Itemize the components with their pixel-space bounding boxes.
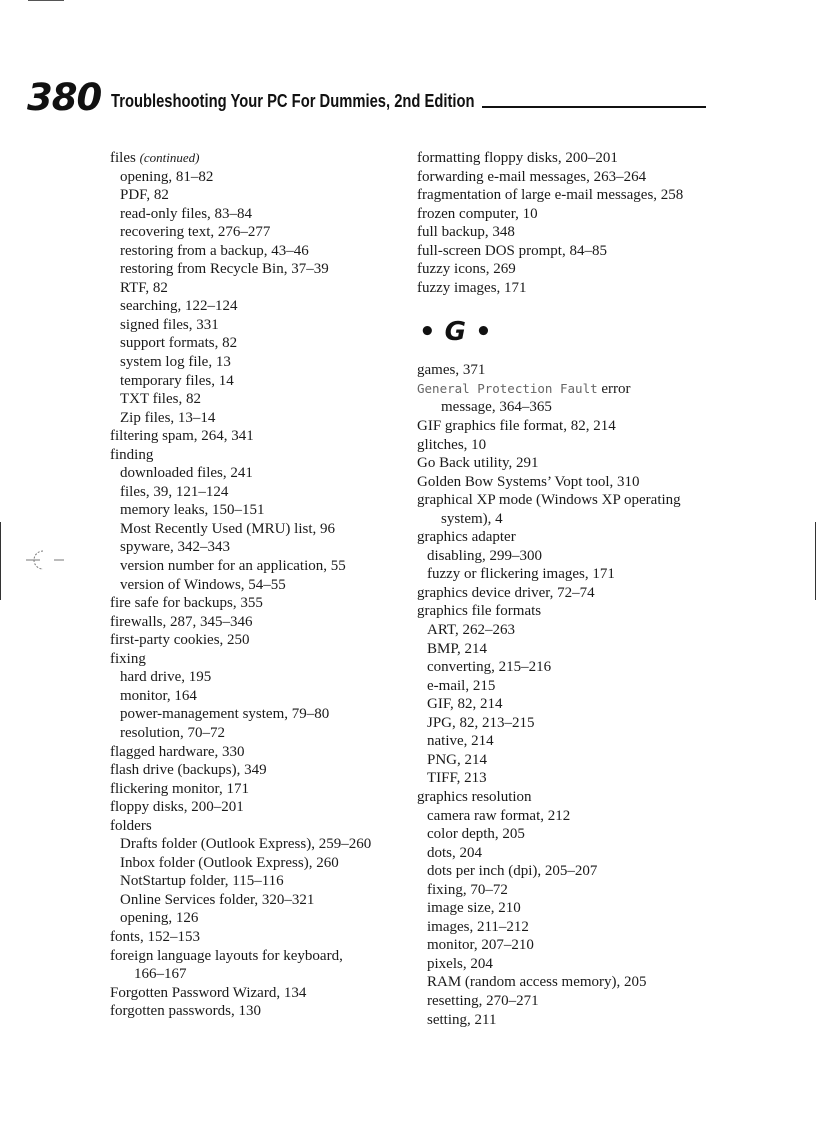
entry-text: Go Back utility, 291 [417, 455, 539, 472]
entry-text: Forgotten Password Wizard, 134 [110, 984, 307, 1001]
entry-text: JPG, 82, 213–215 [427, 714, 535, 731]
index-subentry [110, 260, 410, 279]
index-entry [417, 417, 713, 436]
index-entry [110, 427, 410, 446]
index-subentry [110, 186, 410, 205]
index-entry [417, 788, 713, 807]
entry-text: RTF, 82 [120, 279, 168, 296]
entry-text: fixing, 70–72 [427, 881, 508, 898]
entry-text: version number for an application, 55 [120, 558, 346, 575]
registration-mark-icon [26, 548, 66, 572]
entry-text: GIF graphics file format, 82, 214 [417, 418, 616, 435]
entry-text: monitor, 207–210 [427, 937, 534, 954]
index-entry [110, 446, 410, 465]
index-subentry [110, 687, 410, 706]
index-subentry [417, 973, 713, 992]
index-entry [417, 380, 713, 399]
entry-text: message, 364–365 [441, 399, 552, 416]
entry-text: disabling, 299–300 [427, 547, 542, 564]
entry-text: opening, 126 [120, 910, 199, 927]
index-entry [110, 631, 410, 650]
entry-text: games, 371 [417, 362, 486, 379]
entry-text: glitches, 10 [417, 436, 487, 453]
index-subentry [417, 732, 713, 751]
index-entry [110, 947, 410, 966]
index-subentry [110, 316, 410, 335]
entry-text: PDF, 82 [120, 187, 169, 204]
entry-text: power-management system, 79–80 [120, 706, 330, 723]
index-entry [417, 491, 713, 510]
index-entry [110, 1002, 410, 1021]
index-subentry [110, 835, 410, 854]
index-subentry [110, 205, 410, 224]
entry-text: Inbox folder (Outlook Express), 260 [120, 854, 339, 871]
index-subentry [417, 862, 713, 881]
index-subentry [110, 668, 410, 687]
entry-text: fragmentation of large e-mail messages, 258 [417, 187, 684, 204]
index-entry [417, 149, 713, 168]
index-entry [417, 584, 713, 603]
index-subentry [417, 1011, 713, 1030]
index-subentry [110, 724, 410, 743]
entry-text: native, 214 [427, 733, 494, 750]
entry-text: finding [110, 446, 154, 463]
index-subentry [110, 557, 410, 576]
index-entry [417, 260, 713, 279]
continued-label: (continued) [139, 150, 200, 165]
index-subentry [110, 483, 410, 502]
index-subentry [417, 677, 713, 696]
index-subentry [110, 576, 410, 595]
entry-text: formatting floppy disks, 200–201 [417, 150, 618, 166]
entry-text: Golden Bow Systems’ Vopt tool, 310 [417, 473, 640, 490]
index-entry [417, 205, 713, 224]
entry-text: fonts, 152–153 [110, 928, 200, 945]
entry-text: graphical XP mode (Windows XP operating [417, 492, 681, 509]
index-entry [110, 798, 410, 817]
index-entry [417, 223, 713, 242]
section-letter-heading: • G • [419, 317, 492, 348]
index-subentry [110, 242, 410, 261]
index-subentry [110, 872, 410, 891]
index-entry [417, 361, 713, 380]
entry-text: support formats, 82 [120, 335, 238, 352]
index-subentry [110, 168, 410, 187]
index-subentry [110, 279, 410, 298]
entry-text: flash drive (backups), 349 [110, 762, 267, 779]
index-subentry [417, 844, 713, 863]
entry-text: image size, 210 [427, 900, 521, 917]
index-entry [110, 984, 410, 1003]
index-entry [110, 149, 410, 168]
entry-text: graphics adapter [417, 529, 516, 546]
index-column-left [110, 149, 410, 1021]
entry-text: monitor, 164 [120, 687, 197, 704]
entry-text: resetting, 270–271 [427, 992, 539, 1009]
entry-text: full-screen DOS prompt, 84–85 [417, 242, 607, 259]
index-subentry [110, 538, 410, 557]
index-entry [417, 436, 713, 455]
index-group-g [417, 361, 713, 1029]
entry-text: fixing [110, 650, 146, 667]
entry-text: recovering text, 276–277 [120, 224, 271, 241]
index-entry [417, 168, 713, 187]
entry-text: Online Services folder, 320–321 [120, 891, 315, 908]
entry-text: downloaded files, 241 [120, 465, 253, 482]
index-subentry [417, 714, 713, 733]
index-column-right [417, 149, 713, 1029]
entry-text: converting, 215–216 [427, 659, 552, 676]
entry-text: graphics device driver, 72–74 [417, 584, 595, 601]
entry-text: PNG, 214 [427, 751, 488, 768]
index-subentry [110, 353, 410, 372]
entry-text: flagged hardware, 330 [110, 743, 245, 760]
entry-text: hard drive, 195 [120, 669, 212, 686]
running-head-rule [482, 106, 706, 108]
index-entry [110, 928, 410, 947]
index-subentry [110, 390, 410, 409]
entry-text: Drafts folder (Outlook Express), 259–260 [120, 836, 372, 853]
index-subentry [417, 825, 713, 844]
entry-text: forgotten passwords, 130 [110, 1003, 261, 1020]
entry-text: first-party cookies, 250 [110, 632, 250, 649]
index-subentry [417, 565, 713, 584]
entry-text: error [597, 380, 631, 397]
code-term: General Protection Fault [417, 380, 598, 396]
index-entry [417, 454, 713, 473]
entry-text: temporary files, 14 [120, 372, 234, 389]
entry-text: resolution, 70–72 [120, 724, 225, 741]
entry-text: 166–167 [134, 966, 187, 983]
index-subentry [110, 854, 410, 873]
entry-text: fuzzy icons, 269 [417, 261, 516, 278]
index-subentry [417, 751, 713, 770]
index-subentry [110, 520, 410, 539]
index-subentry [417, 640, 713, 659]
entry-text: memory leaks, 150–151 [120, 502, 265, 519]
index-subentry [110, 223, 410, 242]
entry-text: RAM (random access memory), 205 [427, 974, 647, 991]
entry-text: fire safe for backups, 355 [110, 595, 263, 612]
entry-text: fuzzy images, 171 [417, 279, 527, 296]
index-subentry [417, 621, 713, 640]
entry-text: e-mail, 215 [427, 677, 496, 694]
entry-text: graphics resolution [417, 788, 532, 805]
index-subentry [417, 547, 713, 566]
entry-text: images, 211–212 [427, 918, 529, 935]
entry-text: version of Windows, 54–55 [120, 576, 286, 593]
index-group-f [417, 149, 713, 297]
entry-text: setting, 211 [427, 1011, 497, 1028]
entry-text: dots per inch (dpi), 205–207 [427, 863, 598, 880]
entry-text: restoring from a backup, 43–46 [120, 242, 309, 259]
entry-text: files [110, 150, 136, 166]
index-subentry [110, 705, 410, 724]
crop-mark [28, 0, 64, 1]
index-subentry [110, 501, 410, 520]
index-subentry [417, 658, 713, 677]
entry-text: firewalls, 287, 345–346 [110, 613, 253, 630]
entry-text: folders [110, 817, 152, 834]
entry-text: camera raw format, 212 [427, 807, 571, 824]
index-subentry [417, 955, 713, 974]
entry-text: GIF, 82, 214 [427, 696, 503, 713]
entry-text: spyware, 342–343 [120, 539, 230, 556]
index-subentry [110, 409, 410, 428]
index-subentry [417, 881, 713, 900]
entry-text: searching, 122–124 [120, 298, 238, 315]
entry-text: dots, 204 [427, 844, 483, 861]
entry-text: opening, 81–82 [120, 168, 214, 185]
entry-text: forwarding e-mail messages, 263–264 [417, 168, 647, 185]
index-entry [417, 279, 713, 298]
entry-text: NotStartup folder, 115–116 [120, 873, 284, 890]
index-entry-continuation [417, 398, 713, 417]
index-entry [417, 186, 713, 205]
entry-text: floppy disks, 200–201 [110, 799, 244, 816]
entry-text: Zip files, 13–14 [120, 409, 216, 426]
index-entry [110, 761, 410, 780]
entry-text: Most Recently Used (MRU) list, 96 [120, 520, 335, 537]
entry-text: restoring from Recycle Bin, 37–39 [120, 261, 329, 278]
entry-text: full backup, 348 [417, 224, 515, 241]
entry-text: fuzzy or flickering images, 171 [427, 566, 615, 583]
entry-text: signed files, 331 [120, 316, 219, 333]
index-subentry [417, 769, 713, 788]
entry-text: TIFF, 213 [427, 770, 487, 787]
index-subentry [110, 297, 410, 316]
entry-text: read-only files, 83–84 [120, 205, 253, 222]
index-entry [417, 528, 713, 547]
entry-text: graphics file formats [417, 603, 542, 620]
page-number: 380 [27, 76, 102, 119]
entry-text: color depth, 205 [427, 826, 525, 843]
entry-text: frozen computer, 10 [417, 205, 538, 222]
index-entry [417, 602, 713, 621]
entry-text: TXT files, 82 [120, 391, 201, 408]
index-entry [110, 594, 410, 613]
index-entry [110, 613, 410, 632]
index-subentry [417, 936, 713, 955]
index-subentry [110, 891, 410, 910]
index-subentry [417, 807, 713, 826]
entry-text: foreign language layouts for keyboard, [110, 947, 343, 964]
entry-text: system), 4 [441, 510, 503, 527]
index-subentry [110, 372, 410, 391]
entry-text: filtering spam, 264, 341 [110, 428, 254, 445]
entry-text: flickering monitor, 171 [110, 780, 249, 797]
index-entry [110, 650, 410, 669]
index-entry [417, 473, 713, 492]
index-subentry [417, 899, 713, 918]
index-entry [110, 817, 410, 836]
entry-text: files, 39, 121–124 [120, 483, 229, 500]
entry-text: pixels, 204 [427, 955, 493, 972]
index-subentry [110, 464, 410, 483]
left-edge-line [0, 522, 1, 600]
running-head: Troubleshooting Your PC For Dummies, 2nd Edition [111, 91, 475, 111]
index-entry [110, 743, 410, 762]
index-entry [110, 780, 410, 799]
index-entry-continuation [417, 510, 713, 529]
entry-text: system log file, 13 [120, 354, 231, 371]
index-subentry [110, 909, 410, 928]
index-entry-continuation [110, 965, 410, 984]
index-entry [417, 242, 713, 261]
entry-text: ART, 262–263 [427, 622, 515, 639]
index-subentry [417, 918, 713, 937]
entry-text: BMP, 214 [427, 640, 488, 657]
index-subentry [417, 695, 713, 714]
index-subentry [417, 992, 713, 1011]
index-subentry [110, 334, 410, 353]
